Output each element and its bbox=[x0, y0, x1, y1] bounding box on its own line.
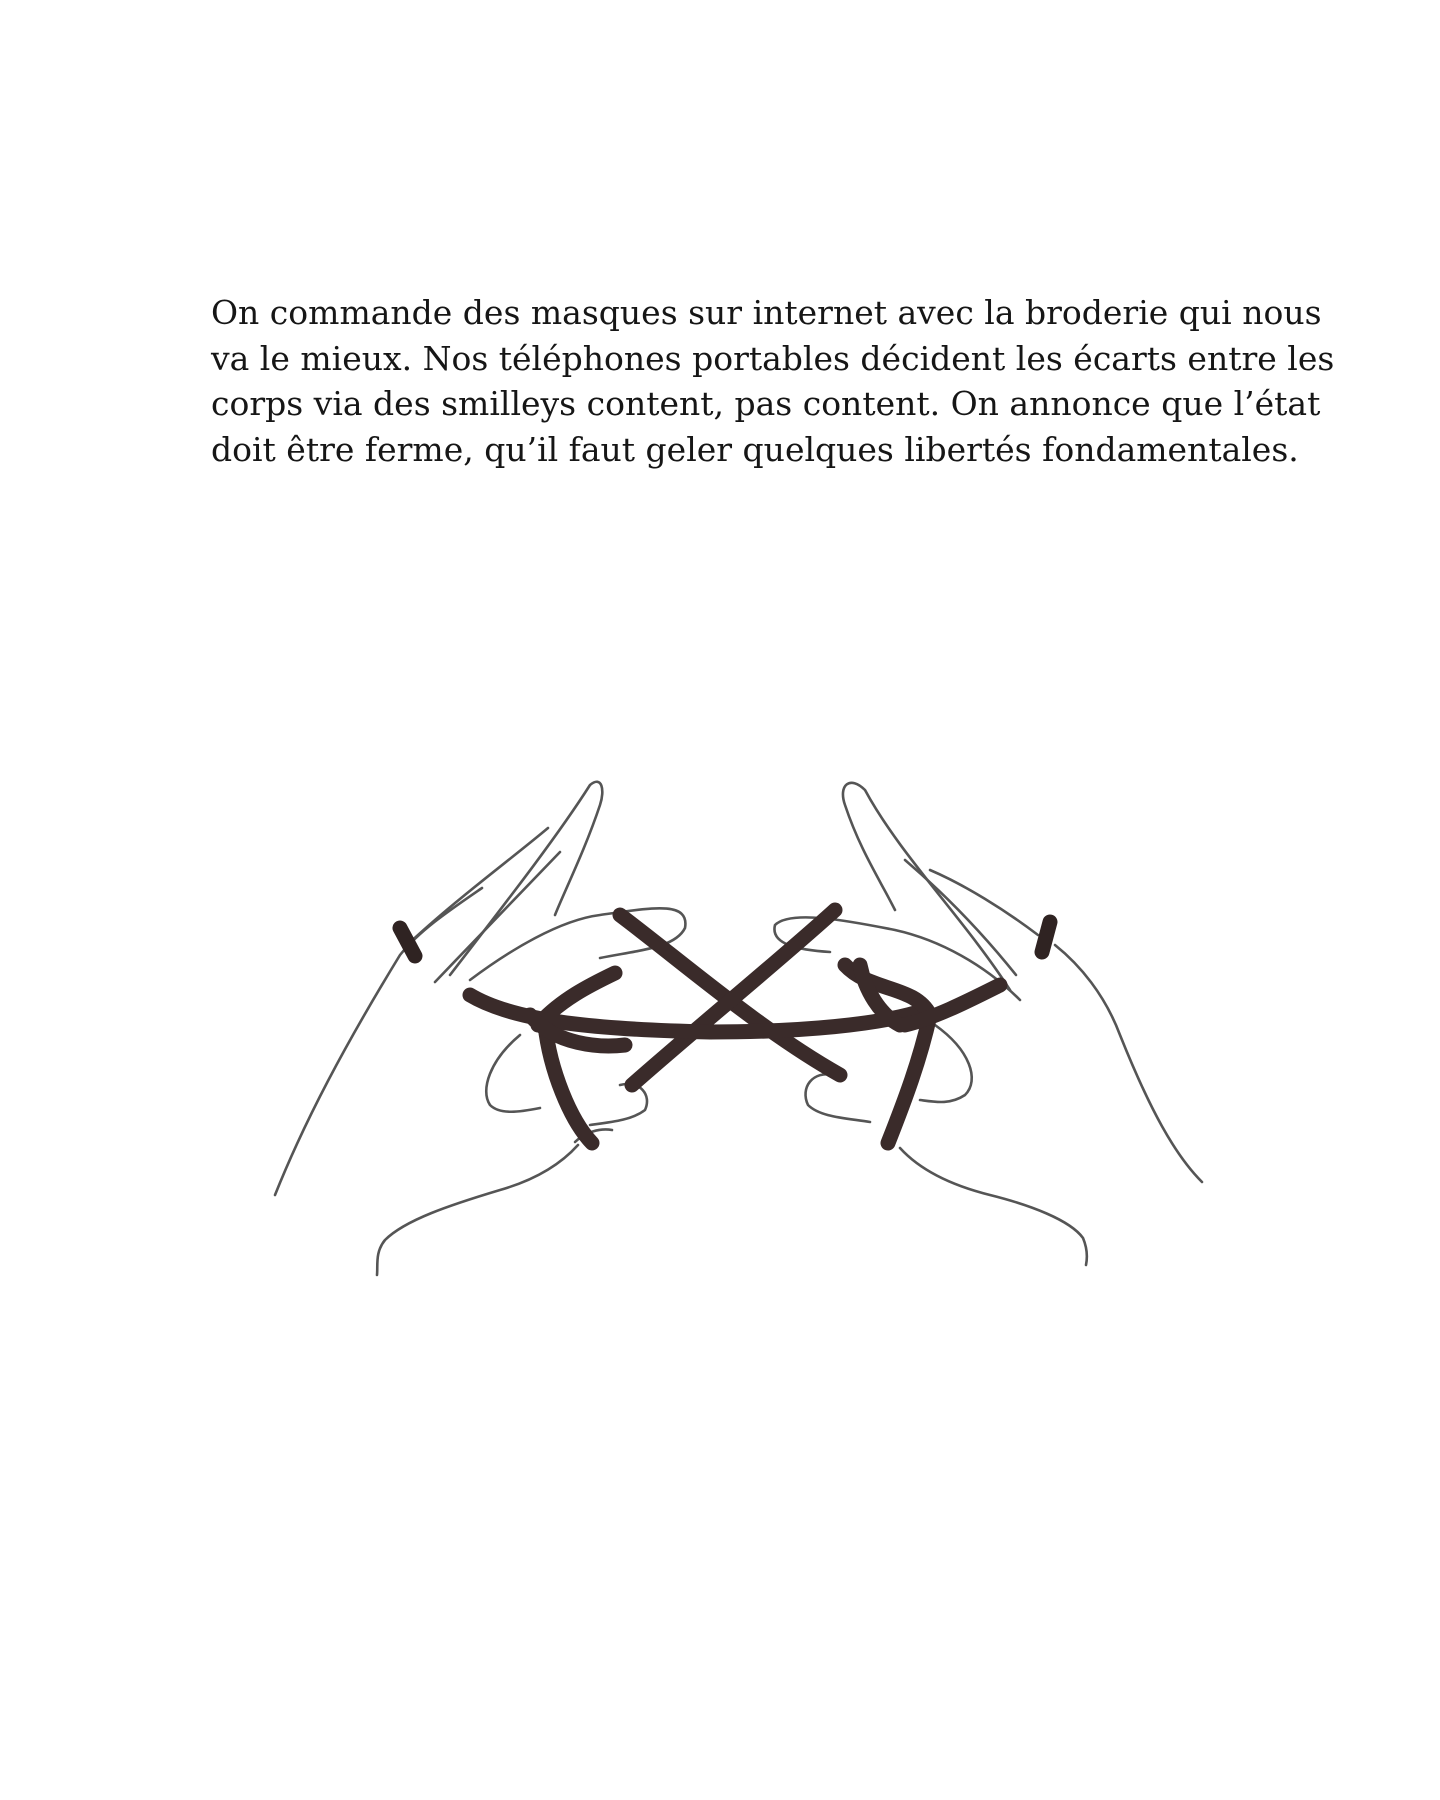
body-paragraph bbox=[211, 290, 1335, 472]
right-ring-mark bbox=[1042, 922, 1050, 952]
paragraph-line-3: corps via des smilleys content, pas content. On annonce que l’état bbox=[211, 384, 1321, 423]
string-figure bbox=[470, 910, 1000, 1143]
hands-string-figure-illustration bbox=[0, 760, 1440, 1320]
paragraph-line-1: On commande des masques sur internet avec la broderie qui nous bbox=[211, 293, 1322, 332]
paragraph-line-4: doit être ferme, qu’il faut geler quelques libertés fondamentales. bbox=[211, 429, 1299, 469]
paragraph-line-2: va le mieux. Nos téléphones portables décident les écarts entre les bbox=[211, 338, 1335, 378]
